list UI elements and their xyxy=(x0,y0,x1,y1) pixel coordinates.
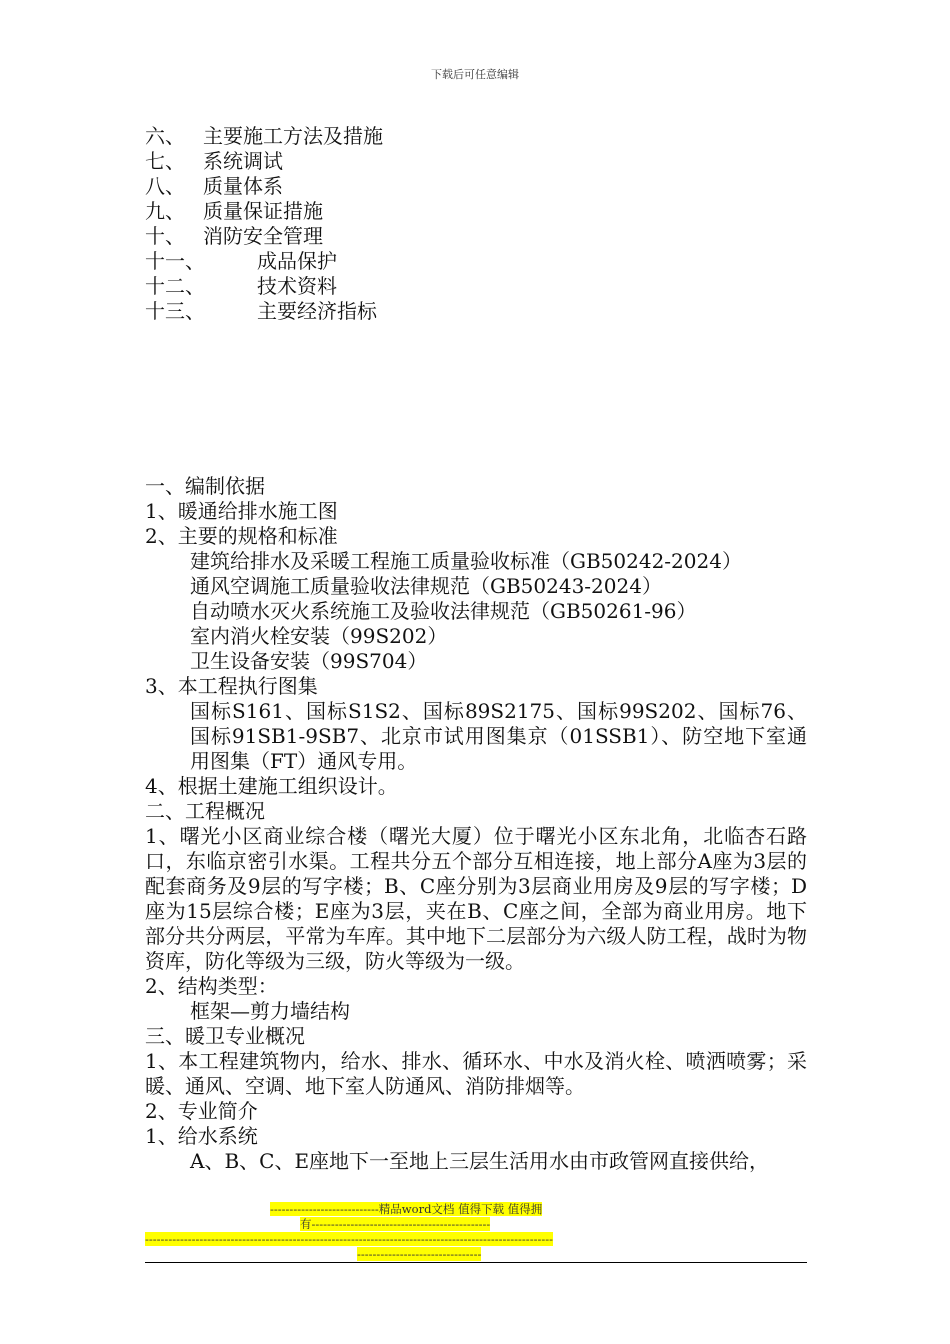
toc-item xyxy=(145,299,383,324)
toc-item xyxy=(145,124,383,149)
section-heading: 三、暖卫专业概况 xyxy=(145,1024,305,1048)
standard-item: 通风空调施工质量验收法律规范（GB50243-2024） xyxy=(190,574,662,598)
toc-item xyxy=(145,149,383,174)
paragraph: A、B、C、E座地下一至地上三层生活用水由市政管网直接供给， xyxy=(190,1149,770,1173)
toc-title: 质量保证措施 xyxy=(203,199,323,223)
paragraph: 1、给水系统 xyxy=(145,1124,258,1148)
toc-title: 主要施工方法及措施 xyxy=(203,124,383,148)
toc-number: 十、 xyxy=(145,224,185,248)
standard-item: 卫生设备安装（99S704） xyxy=(190,649,428,673)
toc-number: 十二、 xyxy=(145,274,205,298)
standard-item: 室内消火栓安装（99S202） xyxy=(190,624,448,648)
toc-number: 九、 xyxy=(145,199,185,223)
toc-number: 七、 xyxy=(145,149,185,173)
footer-highlight-text: 有---------------------------------------------- xyxy=(300,1217,491,1231)
toc-item xyxy=(145,249,383,274)
footer-highlight-text: --------------------------------------------------------------------------------------------------------- xyxy=(145,1232,554,1246)
toc-number: 十一、 xyxy=(145,249,205,273)
footer-highlight-text: -------------------------------- xyxy=(357,1247,482,1261)
paragraph: 4、根据土建施工组织设计。 xyxy=(145,774,398,798)
toc-title: 主要经济指标 xyxy=(257,299,377,323)
document-body xyxy=(145,474,807,1174)
section-heading: 二、工程概况 xyxy=(145,799,265,823)
paragraph: 1、曙光小区商业综合楼（曙光大厦）位于曙光小区东北角，北临杏石路口，东临京密引水渠。工程共分五个部分互相连接，地上部分A座为3层的配套商务及9层的写字楼；B、C座分别为3层商业用房及9层的写字楼；D座为15层综合楼；E座为3层，夹在B、C座之间，全部为商业用房。地下部分共分两层，平常为车库。其中地下二层部分为六级人防工程，战时为物资库，防化等级为三级，防火等级为一级。 xyxy=(145,824,807,973)
section-heading: 一、编制依据 xyxy=(145,474,265,498)
toc-item xyxy=(145,224,383,249)
paragraph: 2、主要的规格和标准 xyxy=(145,524,338,548)
paragraph: 1、暖通给排水施工图 xyxy=(145,499,338,523)
footer-watermark xyxy=(145,1202,807,1262)
toc-title: 质量体系 xyxy=(203,174,283,198)
paragraph: 2、专业简介 xyxy=(145,1099,258,1123)
table-of-contents xyxy=(145,124,383,324)
footer-divider xyxy=(145,1262,807,1263)
standard-item: 自动喷水灭火系统施工及验收法律规范（GB50261-96） xyxy=(190,599,697,623)
paragraph: 1、本工程建筑物内，给水、排水、循环水、中水及消火栓、喷洒喷雾；采暖、通风、空调、地下室人防通风、消防排烟等。 xyxy=(145,1049,807,1098)
toc-item xyxy=(145,274,383,299)
toc-number: 八、 xyxy=(145,174,185,198)
standard-item: 建筑给排水及采暖工程施工质量验收标准（GB50242-2024） xyxy=(190,549,742,573)
paragraph: 3、本工程执行图集 xyxy=(145,674,318,698)
toc-title: 系统调试 xyxy=(203,149,283,173)
toc-number: 六、 xyxy=(145,124,185,148)
structure-type: 框架—剪力墙结构 xyxy=(190,999,350,1023)
toc-title: 消防安全管理 xyxy=(203,224,323,248)
toc-item xyxy=(145,174,383,199)
toc-title: 技术资料 xyxy=(257,274,337,298)
footer-highlight-text: ----------------------------精品word文档 值得下载 值得拥 xyxy=(270,1202,543,1216)
toc-number: 十三、 xyxy=(145,299,205,323)
page-header: 下载后可任意编辑 xyxy=(431,68,519,81)
toc-item xyxy=(145,199,383,224)
toc-title: 成品保护 xyxy=(257,249,337,273)
paragraph: 2、结构类型： xyxy=(145,974,278,998)
atlas-list: 国标S161、国标S1S2、国标89S2175、国标99S202、国标76、国标91SB1-9SB7、北京市试用图集京（01SSB1）、防空地下室通用图集（FT）通风专用。 xyxy=(190,699,807,773)
